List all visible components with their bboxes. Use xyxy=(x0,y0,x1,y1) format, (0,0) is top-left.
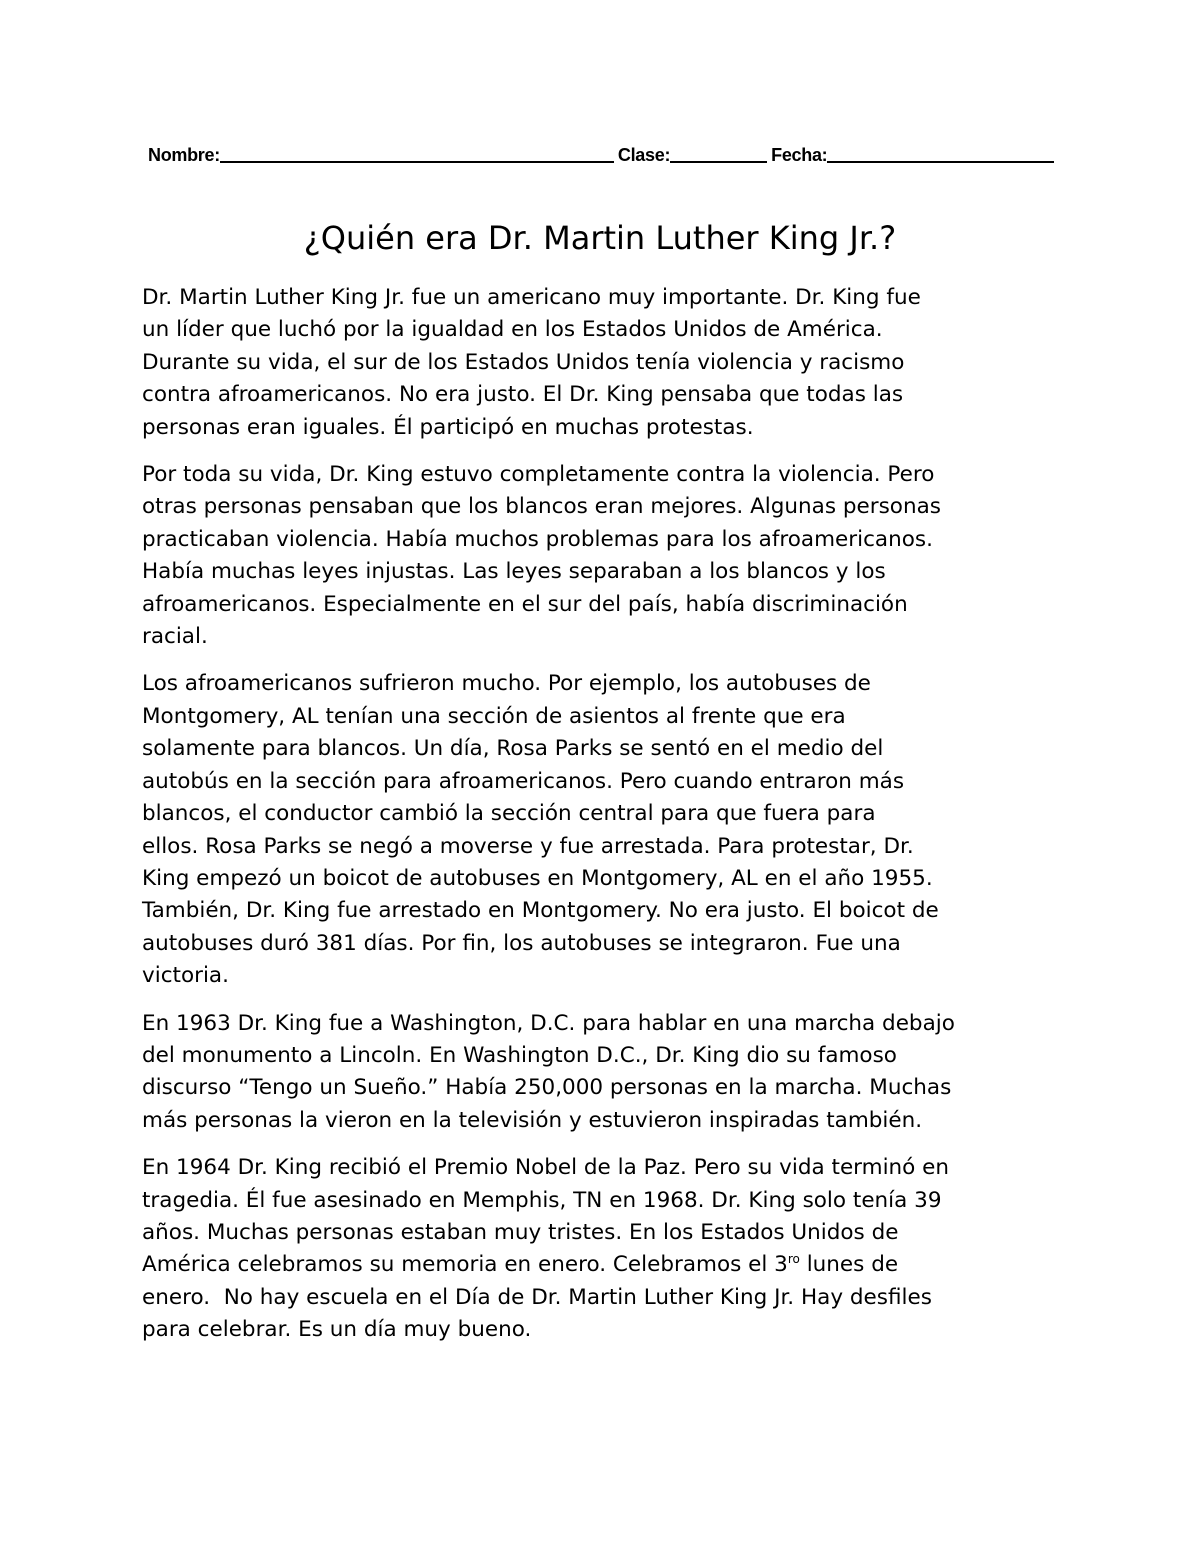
text-line: racial. xyxy=(142,624,208,650)
article-body xyxy=(142,282,1057,1362)
text-line: más personas la vieron en la televisión y estuvieron inspiradas también. xyxy=(142,1107,923,1133)
paragraph-3 xyxy=(142,668,1057,992)
text-line: Los afroamericanos sufrieron mucho. Por ejemplo, los autobuses de xyxy=(142,671,871,697)
text-line: Dr. Martin Luther King Jr. fue un americano muy importante. Dr. King fue xyxy=(142,285,921,310)
text-line: blancos, el conductor cambió la sección central para que fuera para xyxy=(142,801,876,827)
text-line: Durante su vida, el sur de los Estados Unidos tenía violencia y racismo xyxy=(142,349,905,375)
name-blank-line xyxy=(220,161,614,163)
text-line: discurso “Tengo un Sueño.” Había 250,000 personas en la marcha. Muchas xyxy=(142,1075,952,1101)
class-label: Clase: xyxy=(617,145,671,165)
text-line: solamente para blancos. Un día, Rosa Parks se sentó en el medio del xyxy=(142,736,884,762)
text-line: años. Muchas personas estaban muy tristes. En los Estados Unidos de xyxy=(142,1219,899,1245)
text-line: para celebrar. Es un día muy bueno. xyxy=(142,1317,532,1343)
paragraph-2 xyxy=(142,459,1057,653)
paragraph-1 xyxy=(142,282,1057,444)
text-line: victoria. xyxy=(142,963,229,989)
text-line: Había muchas leyes injustas. Las leyes separaban a los blancos y los xyxy=(142,559,886,585)
class-blank-line xyxy=(670,161,767,163)
date-blank-line xyxy=(827,161,1054,163)
text-line: tragedia. Él fue asesinado en Memphis, TN en 1968. Dr. King solo tenía 39 xyxy=(142,1187,942,1213)
text-line: Por toda su vida, Dr. King estuvo completamente contra la violencia. Pero xyxy=(142,462,935,488)
date-label: Fecha: xyxy=(771,145,828,165)
text-line: autobuses duró 381 días. Por fin, los autobuses se integraron. Fue una xyxy=(142,930,901,956)
ordinal-suffix: ro xyxy=(787,1252,800,1267)
paragraph-4 xyxy=(142,1008,1057,1138)
ordinal-line-end: lunes de xyxy=(799,1252,899,1278)
worksheet-header xyxy=(148,138,1054,164)
name-label: Nombre: xyxy=(148,145,220,165)
paragraph-5 xyxy=(142,1152,1057,1346)
text-line: del monumento a Lincoln. En Washington D.C., Dr. King dio su famoso xyxy=(142,1042,897,1068)
text-line: otras personas pensaban que los blancos eran mejores. Algunas personas xyxy=(142,494,941,520)
text-line: practicaban violencia. Había muchos problemas para los afroamericanos. xyxy=(142,526,933,552)
text-line: un líder que luchó por la igualdad en los Estados Unidos de América. xyxy=(142,317,883,343)
text-line: enero. No hay escuela en el Día de Dr. Martin Luther King Jr. Hay desfiles xyxy=(142,1284,932,1310)
text-line: autobús en la sección para afroamericanos. Pero cuando entraron más xyxy=(142,768,905,794)
text-line: Montgomery, AL tenían una sección de asientos al frente que era xyxy=(142,703,846,729)
text-line: También, Dr. King fue arrestado en Montgomery. No era justo. El boicot de xyxy=(142,898,939,924)
text-line: King empezó un boicot de autobuses en Montgomery, AL en el año 1955. xyxy=(142,865,933,891)
text-line: En 1964 Dr. King recibió el Premio Nobel de la Paz. Pero su vida terminó en xyxy=(142,1155,950,1181)
text-line: En 1963 Dr. King fue a Washington, D.C. para hablar en una marcha debajo xyxy=(142,1010,955,1036)
page-title: ¿Quién era Dr. Martin Luther King Jr.? xyxy=(303,219,897,257)
text-line: afroamericanos. Especialmente en el sur del país, había discriminación xyxy=(142,591,908,617)
text-line: contra afroamericanos. No era justo. El Dr. King pensaba que todas las xyxy=(142,382,904,408)
text-line-with-ordinal xyxy=(142,1249,1057,1281)
ordinal-line-start: América celebramos su memoria en enero. Celebramos el 3 xyxy=(142,1252,788,1278)
text-line: ellos. Rosa Parks se negó a moverse y fue arrestada. Para protestar, Dr. xyxy=(142,833,914,859)
text-line: personas eran iguales. Él participó en muchas protestas. xyxy=(142,414,754,440)
